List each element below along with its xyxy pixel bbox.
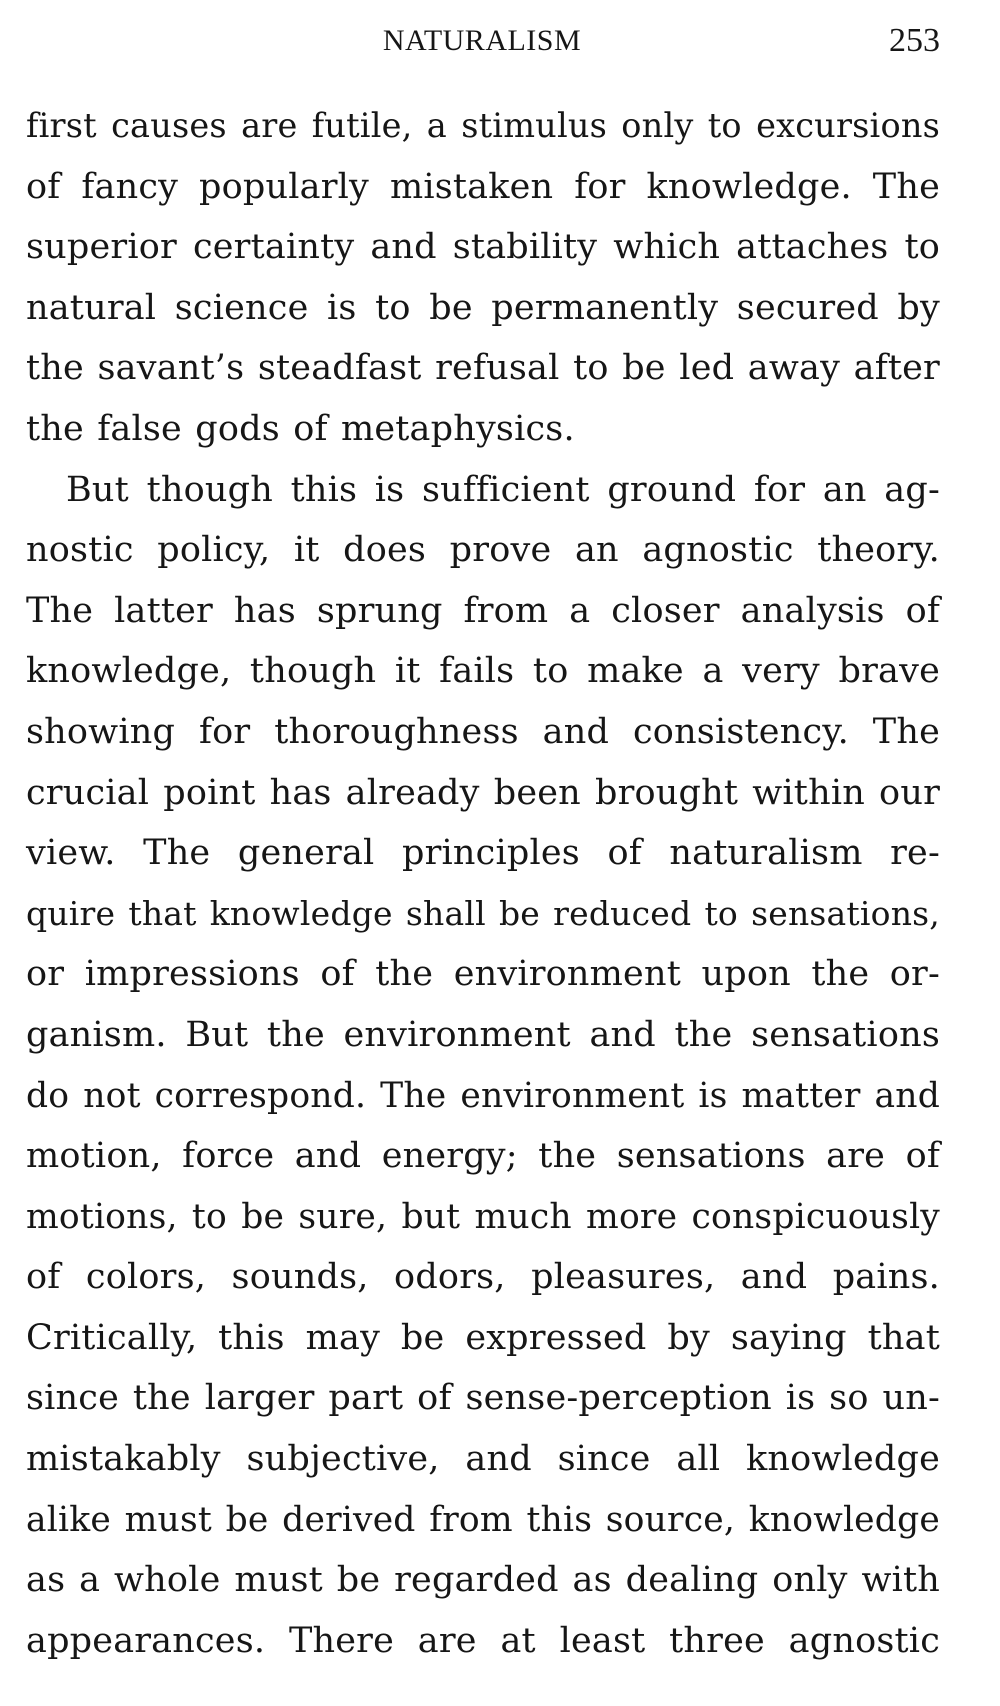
- text-line: first causes are futile, a stimulus only to excursions: [26, 106, 940, 145]
- text-line: mistakably subjective, and since all knowledge: [26, 1439, 940, 1480]
- text-line: But though this is sufficient ground for an ag-: [66, 469, 940, 510]
- text-line: Critically, this may be expressed by saying that: [26, 1317, 940, 1358]
- text-line: quire that knowledge shall be reduced to sensations,: [26, 893, 940, 933]
- text-line: ganism. But the environment and the sensations: [26, 1014, 940, 1055]
- text-line: the false gods of metaphysics.: [26, 408, 575, 449]
- running-title: NATURALISM: [382, 24, 582, 57]
- text-line: nostic policy, it does prove an agnostic theory.: [26, 530, 940, 571]
- text-line: The latter has sprung from a closer analysis of: [26, 590, 940, 631]
- text-line: view. The general principles of naturalism re-: [26, 833, 940, 874]
- page-number: 253: [889, 22, 940, 59]
- text-line: of fancy popularly mistaken for knowledge. The: [26, 166, 940, 207]
- text-line: alike must be derived from this source, knowledge: [26, 1499, 940, 1540]
- text-line: since the larger part of sense-perception is so un-: [26, 1378, 940, 1419]
- text-line: knowledge, though it fails to make a very brave: [26, 651, 940, 692]
- text-line: showing for thoroughness and consistency. The: [26, 711, 940, 752]
- body-text: [26, 96, 940, 1671]
- text-line: appearances. There are at least three agnostic: [26, 1620, 940, 1661]
- text-line: natural science is to be permanently secured by: [26, 287, 940, 328]
- text-line: of colors, sounds, odors, pleasures, and pains.: [26, 1257, 940, 1298]
- text-line: as a whole must be regarded as dealing only with: [26, 1560, 940, 1601]
- text-line: superior certainty and stability which attaches to: [26, 227, 940, 268]
- text-line: motions, to be sure, but much more conspicuously: [26, 1196, 940, 1237]
- running-head: [24, 24, 940, 64]
- text-line: the savant’s steadfast refusal to be led away after: [26, 348, 940, 389]
- text-line: crucial point has already been brought within our: [26, 772, 940, 813]
- text-line: or impressions of the environment upon the or-: [26, 954, 940, 995]
- text-line: do not correspond. The environment is matter and: [26, 1075, 940, 1116]
- text-line: motion, force and energy; the sensations are of: [26, 1136, 940, 1177]
